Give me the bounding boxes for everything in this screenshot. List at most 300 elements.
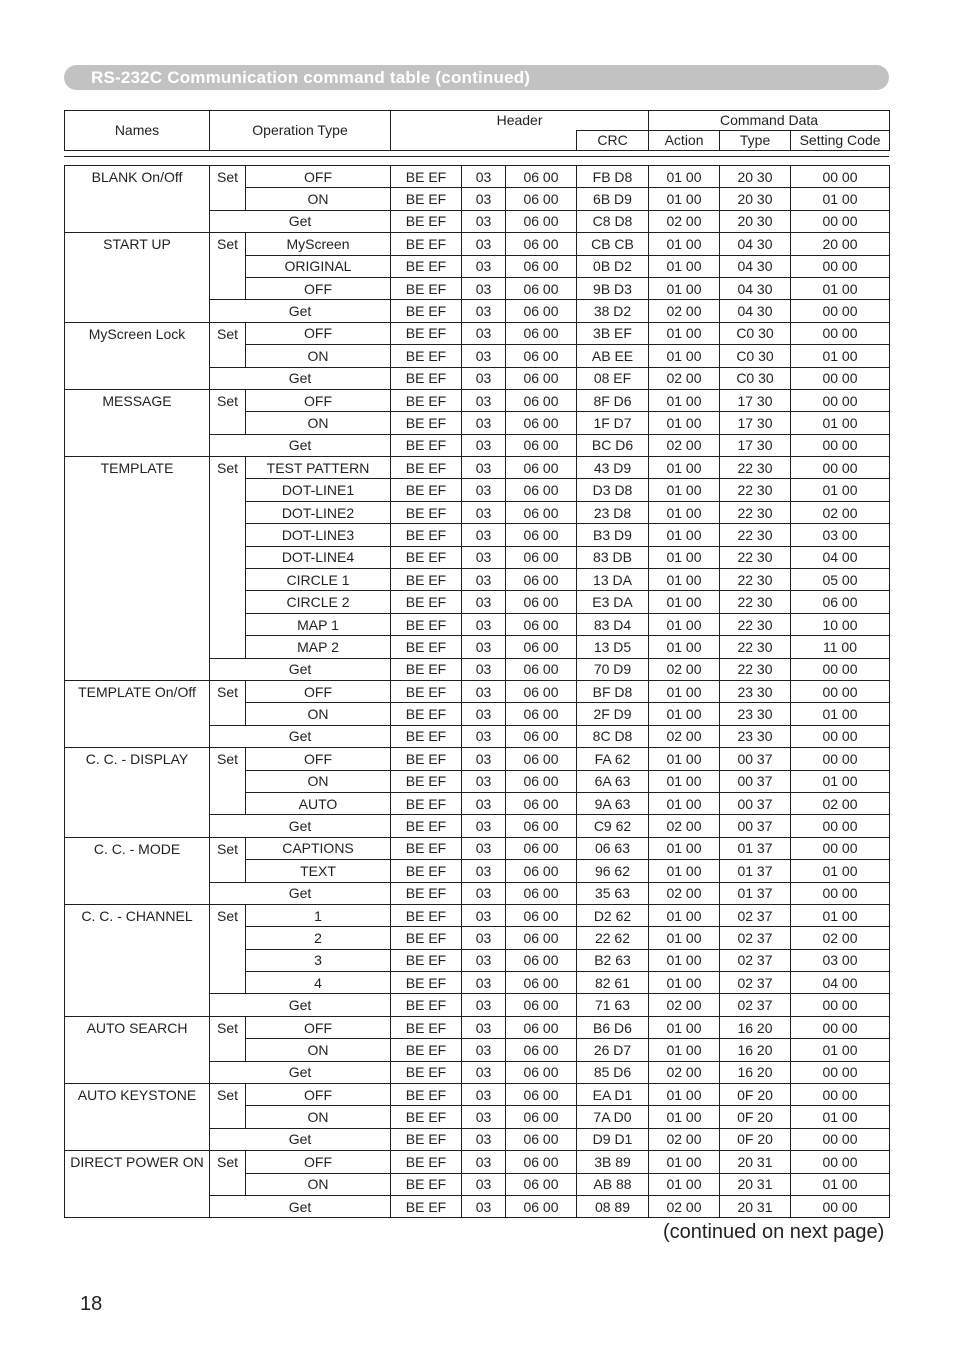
type-value: 22 30 [720, 479, 791, 501]
type-value: 01 37 [720, 882, 791, 904]
header-byte-3: 06 00 [506, 815, 577, 837]
setting-code-value: 01 00 [791, 1173, 890, 1195]
crc-value: 70 D9 [577, 658, 649, 680]
set-label: Set [210, 904, 246, 994]
action-value: 01 00 [649, 680, 720, 702]
setting-code-value: 03 00 [791, 949, 890, 971]
header-byte-2: 03 [462, 837, 506, 859]
crc-value: 23 D8 [577, 501, 649, 523]
header-byte-3: 06 00 [506, 367, 577, 389]
operation-value: ORIGINAL [246, 255, 391, 277]
header-byte-3: 06 00 [506, 233, 577, 255]
header-byte-3: 06 00 [506, 837, 577, 859]
crc-value: D2 62 [577, 904, 649, 926]
type-value: 17 30 [720, 434, 791, 456]
type-value: 20 30 [720, 188, 791, 210]
operation-value: OFF [246, 1016, 391, 1038]
header-byte-3: 06 00 [506, 389, 577, 411]
set-label: Set [210, 748, 246, 815]
setting-code-value: 10 00 [791, 613, 890, 635]
action-value: 01 00 [649, 770, 720, 792]
table-row [65, 837, 890, 859]
setting-code-value: 00 00 [791, 1195, 890, 1217]
header-byte-2: 03 [462, 300, 506, 322]
header-byte-1: BE EF [391, 703, 462, 725]
col-header-spacer [391, 131, 577, 151]
action-value: 01 00 [649, 389, 720, 411]
operation-value: ON [246, 412, 391, 434]
setting-code-value: 00 00 [791, 300, 890, 322]
action-value: 02 00 [649, 210, 720, 232]
header-byte-3: 06 00 [506, 1173, 577, 1195]
header-byte-2: 03 [462, 882, 506, 904]
header-byte-1: BE EF [391, 994, 462, 1016]
action-value: 02 00 [649, 658, 720, 680]
crc-value: 3B 89 [577, 1151, 649, 1173]
type-value: 00 37 [720, 792, 791, 814]
header-byte-3: 06 00 [506, 770, 577, 792]
type-value: 20 31 [720, 1173, 791, 1195]
type-value: 00 37 [720, 748, 791, 770]
header-byte-2: 03 [462, 1173, 506, 1195]
setting-code-value: 00 00 [791, 882, 890, 904]
action-value: 01 00 [649, 412, 720, 434]
header-byte-1: BE EF [391, 524, 462, 546]
table-row [65, 1084, 890, 1106]
set-label: Set [210, 389, 246, 434]
header-byte-1: BE EF [391, 210, 462, 232]
crc-value: C9 62 [577, 815, 649, 837]
header-byte-3: 06 00 [506, 412, 577, 434]
setting-code-value: 00 00 [791, 1061, 890, 1083]
setting-code-value: 04 00 [791, 546, 890, 568]
header-byte-2: 03 [462, 994, 506, 1016]
action-value: 02 00 [649, 1128, 720, 1150]
action-value: 01 00 [649, 277, 720, 299]
operation-value: DOT-LINE3 [246, 524, 391, 546]
header-byte-3: 06 00 [506, 949, 577, 971]
crc-value: 3B EF [577, 322, 649, 344]
header-byte-1: BE EF [391, 1173, 462, 1195]
header-byte-2: 03 [462, 949, 506, 971]
header-byte-2: 03 [462, 658, 506, 680]
header-byte-2: 03 [462, 860, 506, 882]
crc-value: 2F D9 [577, 703, 649, 725]
type-value: 22 30 [720, 569, 791, 591]
header-byte-3: 06 00 [506, 860, 577, 882]
col-header: Header [391, 111, 649, 131]
header-byte-3: 06 00 [506, 457, 577, 479]
table-row [65, 322, 890, 344]
header-byte-3: 06 00 [506, 1128, 577, 1150]
get-label: Get [210, 994, 391, 1016]
header-byte-1: BE EF [391, 748, 462, 770]
get-label: Get [210, 1128, 391, 1150]
setting-code-value: 00 00 [791, 1151, 890, 1173]
header-byte-2: 03 [462, 680, 506, 702]
setting-code-value: 04 00 [791, 972, 890, 994]
crc-value: 82 61 [577, 972, 649, 994]
header-byte-2: 03 [462, 1061, 506, 1083]
action-value: 01 00 [649, 904, 720, 926]
header-byte-3: 06 00 [506, 300, 577, 322]
header-byte-2: 03 [462, 457, 506, 479]
command-name-auto-keystone: AUTO KEYSTONE [65, 1084, 210, 1151]
setting-code-value: 01 00 [791, 703, 890, 725]
action-value: 01 00 [649, 949, 720, 971]
header-byte-3: 06 00 [506, 927, 577, 949]
header-byte-2: 03 [462, 591, 506, 613]
header-byte-3: 06 00 [506, 1016, 577, 1038]
operation-value: ON [246, 1039, 391, 1061]
header-byte-3: 06 00 [506, 1106, 577, 1128]
action-value: 01 00 [649, 636, 720, 658]
crc-value: AB EE [577, 345, 649, 367]
setting-code-value: 01 00 [791, 277, 890, 299]
action-value: 01 00 [649, 613, 720, 635]
command-name-direct-power-on: DIRECT POWER ON [65, 1151, 210, 1218]
type-value: 00 37 [720, 770, 791, 792]
crc-value: 9A 63 [577, 792, 649, 814]
action-value: 01 00 [649, 188, 720, 210]
col-command-data: Command Data [649, 111, 890, 131]
header-byte-2: 03 [462, 479, 506, 501]
type-value: 04 30 [720, 255, 791, 277]
setting-code-value: 06 00 [791, 591, 890, 613]
setting-code-value: 00 00 [791, 457, 890, 479]
crc-value: 7A D0 [577, 1106, 649, 1128]
type-value: 20 31 [720, 1151, 791, 1173]
operation-value: DOT-LINE1 [246, 479, 391, 501]
crc-value: FA 62 [577, 748, 649, 770]
action-value: 02 00 [649, 300, 720, 322]
crc-value: BF D8 [577, 680, 649, 702]
header-byte-3: 06 00 [506, 322, 577, 344]
action-value: 01 00 [649, 591, 720, 613]
operation-value: OFF [246, 680, 391, 702]
crc-value: 1F D7 [577, 412, 649, 434]
header-byte-3: 06 00 [506, 345, 577, 367]
header-byte-3: 06 00 [506, 501, 577, 523]
header-byte-1: BE EF [391, 434, 462, 456]
command-name-c-c-channel: C. C. - CHANNEL [65, 904, 210, 1016]
crc-value: C8 D8 [577, 210, 649, 232]
setting-code-value: 01 00 [791, 904, 890, 926]
header-byte-2: 03 [462, 277, 506, 299]
header-byte-1: BE EF [391, 300, 462, 322]
set-label: Set [210, 457, 246, 659]
action-value: 01 00 [649, 927, 720, 949]
setting-code-value: 00 00 [791, 658, 890, 680]
setting-code-value: 02 00 [791, 792, 890, 814]
header-byte-2: 03 [462, 927, 506, 949]
type-value: 04 30 [720, 277, 791, 299]
type-value: 20 30 [720, 166, 791, 188]
type-value: 23 30 [720, 680, 791, 702]
header-byte-1: BE EF [391, 277, 462, 299]
action-value: 01 00 [649, 546, 720, 568]
action-value: 01 00 [649, 322, 720, 344]
header-byte-1: BE EF [391, 613, 462, 635]
operation-value: OFF [246, 322, 391, 344]
type-value: 02 37 [720, 927, 791, 949]
section-title-banner [64, 65, 889, 90]
setting-code-value: 05 00 [791, 569, 890, 591]
action-value: 02 00 [649, 815, 720, 837]
header-byte-3: 06 00 [506, 210, 577, 232]
get-label: Get [210, 367, 391, 389]
action-value: 01 00 [649, 166, 720, 188]
operation-value: CIRCLE 2 [246, 591, 391, 613]
table-row [65, 233, 890, 255]
setting-code-value: 01 00 [791, 1106, 890, 1128]
action-value: 02 00 [649, 434, 720, 456]
operation-value: MyScreen [246, 233, 391, 255]
header-byte-3: 06 00 [506, 1084, 577, 1106]
crc-value: 38 D2 [577, 300, 649, 322]
header-byte-2: 03 [462, 389, 506, 411]
crc-value: B6 D6 [577, 1016, 649, 1038]
header-byte-1: BE EF [391, 882, 462, 904]
type-value: 02 37 [720, 994, 791, 1016]
type-value: 01 37 [720, 837, 791, 859]
setting-code-value: 01 00 [791, 1039, 890, 1061]
action-value: 01 00 [649, 501, 720, 523]
header-byte-3: 06 00 [506, 1039, 577, 1061]
setting-code-value: 03 00 [791, 524, 890, 546]
header-byte-2: 03 [462, 770, 506, 792]
command-name-auto-search: AUTO SEARCH [65, 1016, 210, 1083]
header-byte-1: BE EF [391, 904, 462, 926]
header-byte-1: BE EF [391, 770, 462, 792]
setting-code-value: 00 00 [791, 837, 890, 859]
action-value: 02 00 [649, 1195, 720, 1217]
setting-code-value: 00 00 [791, 367, 890, 389]
type-value: 22 30 [720, 658, 791, 680]
header-byte-3: 06 00 [506, 1195, 577, 1217]
action-value: 01 00 [649, 972, 720, 994]
header-byte-2: 03 [462, 792, 506, 814]
setting-code-value: 01 00 [791, 860, 890, 882]
type-value: 04 30 [720, 300, 791, 322]
action-value: 01 00 [649, 1084, 720, 1106]
header-byte-2: 03 [462, 1106, 506, 1128]
header-byte-2: 03 [462, 815, 506, 837]
header-byte-3: 06 00 [506, 792, 577, 814]
header-byte-1: BE EF [391, 1061, 462, 1083]
setting-code-value: 20 00 [791, 233, 890, 255]
setting-code-value: 01 00 [791, 188, 890, 210]
header-byte-1: BE EF [391, 1039, 462, 1061]
header-byte-1: BE EF [391, 792, 462, 814]
header-byte-2: 03 [462, 748, 506, 770]
type-value: 02 37 [720, 972, 791, 994]
header-byte-1: BE EF [391, 569, 462, 591]
header-byte-3: 06 00 [506, 255, 577, 277]
action-value: 01 00 [649, 1173, 720, 1195]
col-action: Action [649, 131, 720, 151]
action-value: 01 00 [649, 569, 720, 591]
type-value: 04 30 [720, 233, 791, 255]
type-value: 16 20 [720, 1039, 791, 1061]
action-value: 01 00 [649, 1106, 720, 1128]
header-byte-2: 03 [462, 613, 506, 635]
setting-code-value: 00 00 [791, 994, 890, 1016]
header-byte-1: BE EF [391, 972, 462, 994]
set-label: Set [210, 1084, 246, 1129]
operation-value: 2 [246, 927, 391, 949]
header-byte-2: 03 [462, 345, 506, 367]
type-value: 22 30 [720, 546, 791, 568]
crc-value: 08 EF [577, 367, 649, 389]
type-value: C0 30 [720, 345, 791, 367]
setting-code-value: 00 00 [791, 1128, 890, 1150]
header-byte-2: 03 [462, 1016, 506, 1038]
setting-code-value: 01 00 [791, 345, 890, 367]
setting-code-value: 00 00 [791, 166, 890, 188]
header-byte-1: BE EF [391, 1084, 462, 1106]
header-byte-1: BE EF [391, 322, 462, 344]
type-value: 22 30 [720, 501, 791, 523]
operation-value: OFF [246, 166, 391, 188]
setting-code-value: 00 00 [791, 389, 890, 411]
setting-code-value: 00 00 [791, 748, 890, 770]
action-value: 01 00 [649, 1039, 720, 1061]
header-byte-3: 06 00 [506, 1061, 577, 1083]
type-value: 16 20 [720, 1016, 791, 1038]
header-byte-1: BE EF [391, 479, 462, 501]
command-name-c-c-mode: C. C. - MODE [65, 837, 210, 904]
crc-value: E3 DA [577, 591, 649, 613]
header-byte-3: 06 00 [506, 680, 577, 702]
crc-value: 8F D6 [577, 389, 649, 411]
operation-value: OFF [246, 389, 391, 411]
header-byte-2: 03 [462, 188, 506, 210]
type-value: 22 30 [720, 636, 791, 658]
header-byte-2: 03 [462, 972, 506, 994]
crc-value: 6A 63 [577, 770, 649, 792]
header-byte-1: BE EF [391, 658, 462, 680]
header-byte-1: BE EF [391, 636, 462, 658]
table-row [65, 904, 890, 926]
setting-code-value: 00 00 [791, 210, 890, 232]
type-value: C0 30 [720, 367, 791, 389]
command-name-template-on-off: TEMPLATE On/Off [65, 680, 210, 747]
header-byte-1: BE EF [391, 1151, 462, 1173]
header-byte-3: 06 00 [506, 524, 577, 546]
setting-code-value: 01 00 [791, 770, 890, 792]
set-label: Set [210, 680, 246, 725]
header-byte-3: 06 00 [506, 613, 577, 635]
table-row [65, 1016, 890, 1038]
setting-code-value: 00 00 [791, 322, 890, 344]
action-value: 02 00 [649, 367, 720, 389]
type-value: C0 30 [720, 322, 791, 344]
type-value: 0F 20 [720, 1084, 791, 1106]
setting-code-value: 00 00 [791, 255, 890, 277]
col-crc: CRC [577, 131, 649, 151]
header-byte-3: 06 00 [506, 479, 577, 501]
type-value: 01 37 [720, 860, 791, 882]
header-byte-2: 03 [462, 725, 506, 747]
header-byte-3: 06 00 [506, 703, 577, 725]
crc-value: B3 D9 [577, 524, 649, 546]
set-label: Set [210, 322, 246, 367]
operation-value: 3 [246, 949, 391, 971]
type-value: 0F 20 [720, 1128, 791, 1150]
header-byte-1: BE EF [391, 501, 462, 523]
action-value: 01 00 [649, 1016, 720, 1038]
header-byte-2: 03 [462, 233, 506, 255]
header-byte-3: 06 00 [506, 591, 577, 613]
type-value: 0F 20 [720, 1106, 791, 1128]
header-byte-2: 03 [462, 367, 506, 389]
header-byte-1: BE EF [391, 389, 462, 411]
operation-value: OFF [246, 748, 391, 770]
header-byte-1: BE EF [391, 927, 462, 949]
get-label: Get [210, 210, 391, 232]
operation-value: MAP 1 [246, 613, 391, 635]
action-value: 01 00 [649, 524, 720, 546]
header-byte-1: BE EF [391, 457, 462, 479]
crc-value: D3 D8 [577, 479, 649, 501]
crc-value: CB CB [577, 233, 649, 255]
crc-value: FB D8 [577, 166, 649, 188]
action-value: 01 00 [649, 1151, 720, 1173]
header-byte-3: 06 00 [506, 658, 577, 680]
crc-value: D9 D1 [577, 1128, 649, 1150]
action-value: 01 00 [649, 792, 720, 814]
set-label: Set [210, 837, 246, 882]
set-label: Set [210, 1016, 246, 1061]
header-row-top [65, 111, 890, 131]
action-value: 01 00 [649, 255, 720, 277]
crc-value: 83 D4 [577, 613, 649, 635]
setting-code-value: 11 00 [791, 636, 890, 658]
header-byte-3: 06 00 [506, 748, 577, 770]
header-byte-1: BE EF [391, 412, 462, 434]
header-byte-2: 03 [462, 412, 506, 434]
type-value: 17 30 [720, 412, 791, 434]
header-byte-2: 03 [462, 524, 506, 546]
header-byte-3: 06 00 [506, 569, 577, 591]
header-byte-2: 03 [462, 904, 506, 926]
setting-code-value: 01 00 [791, 479, 890, 501]
header-byte-1: BE EF [391, 233, 462, 255]
header-byte-3: 06 00 [506, 994, 577, 1016]
operation-value: 1 [246, 904, 391, 926]
action-value: 01 00 [649, 748, 720, 770]
table-row [65, 680, 890, 702]
header-byte-2: 03 [462, 322, 506, 344]
table-row [65, 389, 890, 411]
header-byte-2: 03 [462, 166, 506, 188]
crc-value: BC D6 [577, 434, 649, 456]
command-name-c-c-display: C. C. - DISPLAY [65, 748, 210, 838]
operation-value: DOT-LINE4 [246, 546, 391, 568]
action-value: 02 00 [649, 994, 720, 1016]
operation-value: OFF [246, 277, 391, 299]
get-label: Get [210, 434, 391, 456]
setting-code-value: 02 00 [791, 501, 890, 523]
operation-value: CIRCLE 1 [246, 569, 391, 591]
header-byte-1: BE EF [391, 367, 462, 389]
operation-value: ON [246, 188, 391, 210]
setting-code-value: 01 00 [791, 412, 890, 434]
header-byte-3: 06 00 [506, 1151, 577, 1173]
setting-code-value: 00 00 [791, 1084, 890, 1106]
header-byte-3: 06 00 [506, 904, 577, 926]
